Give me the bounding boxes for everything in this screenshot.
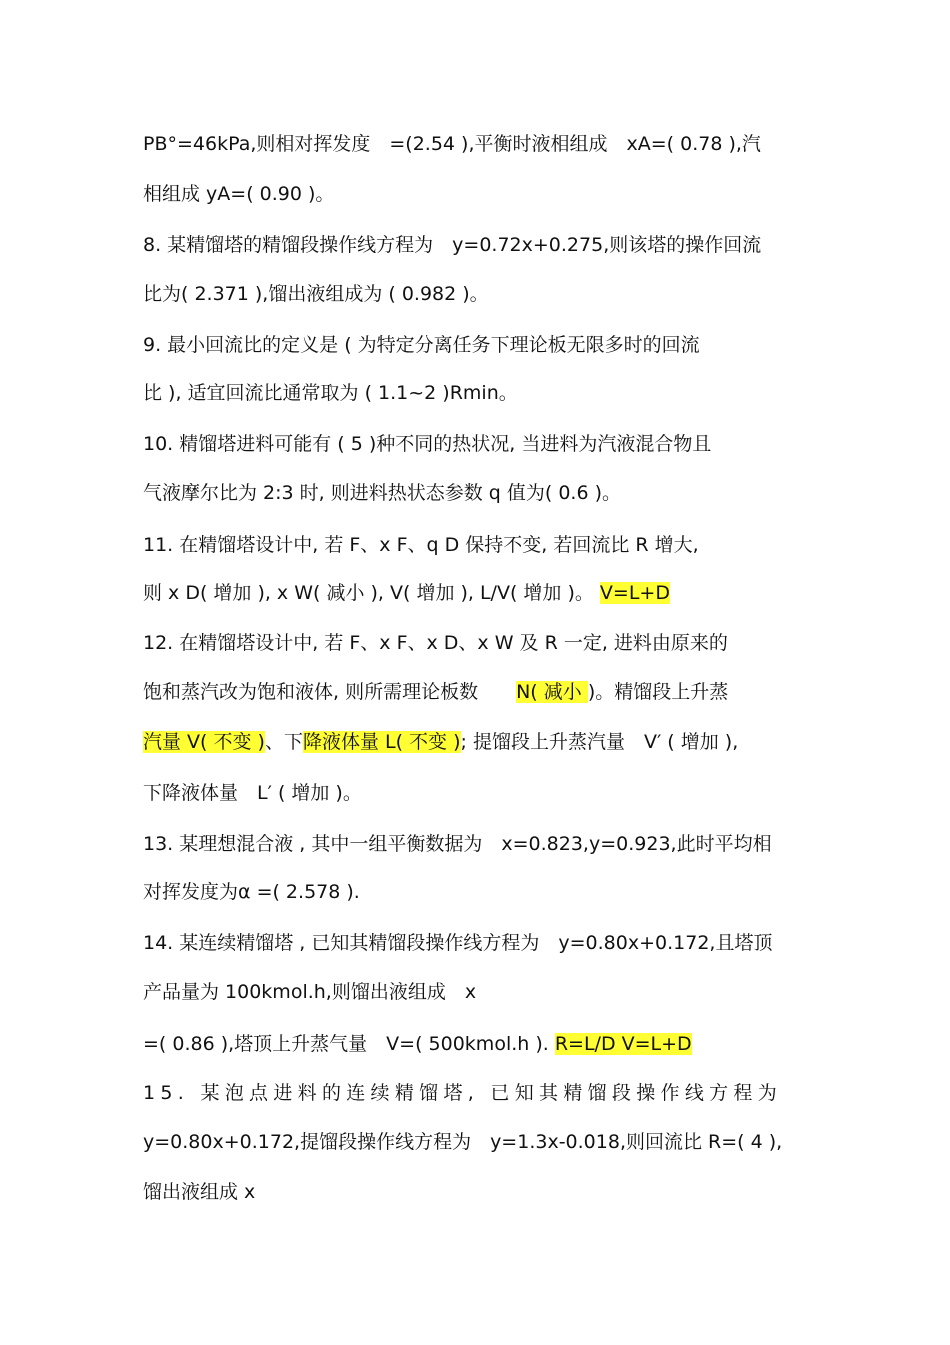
question-11: 11. 在精馏塔设计中, 若 F、x F、q D 保持不变, 若回流比 R 增大,: [143, 534, 699, 556]
question-10: 10. 精馏塔进料可能有 ( 5 )种不同的热状况, 当进料为汽液混合物且: [143, 433, 712, 455]
text-segment: 、下: [264, 731, 303, 753]
question-14: 14. 某连续精馏塔 , 已知其精馏段操作线方程为 y=0.80x+0.172,且塔顶: [143, 932, 773, 954]
highlight-answer: 汽量 V( 不变 ): [143, 731, 265, 753]
question-12: 12. 在精馏塔设计中, 若 F、x F、x D、x W 及 R 一定, 进料由原来的: [143, 632, 728, 654]
highlight-answer: 降液体量 L( 不变 ): [302, 731, 461, 753]
text-segment: =( 0.86 ),塔顶上升蒸气量 V=( 500kmol.h ).: [143, 1033, 549, 1055]
text-line: [143, 679, 823, 705]
text-segment: )。精馏段上升蒸: [587, 681, 729, 703]
text-line: [143, 580, 823, 606]
question-15: 15. 某泡点进料的连续精馏塔, 已知其精馏段操作线方程为: [143, 1082, 783, 1104]
text-line: [143, 729, 823, 755]
highlight-answer: N( 减小: [516, 681, 588, 703]
text-line: 气液摩尔比为 2:3 时, 则进料热状态参数 q 值为( 0.6 )。: [143, 482, 621, 504]
text-segment: ; 提馏段上升蒸汽量 V′ ( 增加 ),: [460, 731, 739, 753]
text-line: 比 ), 适宜回流比通常取为 ( 1.1~2 )Rmin。: [143, 382, 518, 404]
text-segment: 饱和蒸汽改为饱和液体, 则所需理论板数: [143, 681, 517, 703]
question-9: 9. 最小回流比的定义是 ( 为特定分离任务下理论板无限多时的回流: [143, 334, 700, 356]
text-line: 馏出液组成 x: [143, 1181, 256, 1203]
highlight-note: R=L/D V=L+D: [554, 1033, 692, 1055]
text-line: 下降液体量 L′ ( 增加 )。: [143, 782, 362, 804]
text-line: y=0.80x+0.172,提馏段操作线方程为 y=1.3x-0.018,则回流比 R=( 4 ),: [143, 1131, 783, 1153]
text-line: PB°=46kPa,则相对挥发度 =(2.54 ),平衡时液相组成 xA=( 0.78 ),汽: [143, 133, 761, 155]
highlight-note: V=L+D: [599, 582, 670, 604]
text-line: 比为( 2.371 ),馏出液组成为 ( 0.982 )。: [143, 283, 489, 305]
text-segment: 则 x D( 增加 ), x W( 减小 ), V( 增加 ), L/V( 增加 )。: [143, 582, 594, 604]
text-line: 对挥发度为α =( 2.578 ).: [143, 881, 360, 903]
text-line: 相组成 yA=( 0.90 )。: [143, 183, 335, 205]
text-line: 产品量为 100kmol.h,则馏出液组成 x: [143, 981, 477, 1003]
question-13: 13. 某理想混合液 , 其中一组平衡数据为 x=0.823,y=0.923,此时平均相: [143, 833, 772, 855]
text-line: [143, 1031, 823, 1057]
question-8: 8. 某精馏塔的精馏段操作线方程为 y=0.72x+0.275,则该塔的操作回流: [143, 234, 762, 256]
